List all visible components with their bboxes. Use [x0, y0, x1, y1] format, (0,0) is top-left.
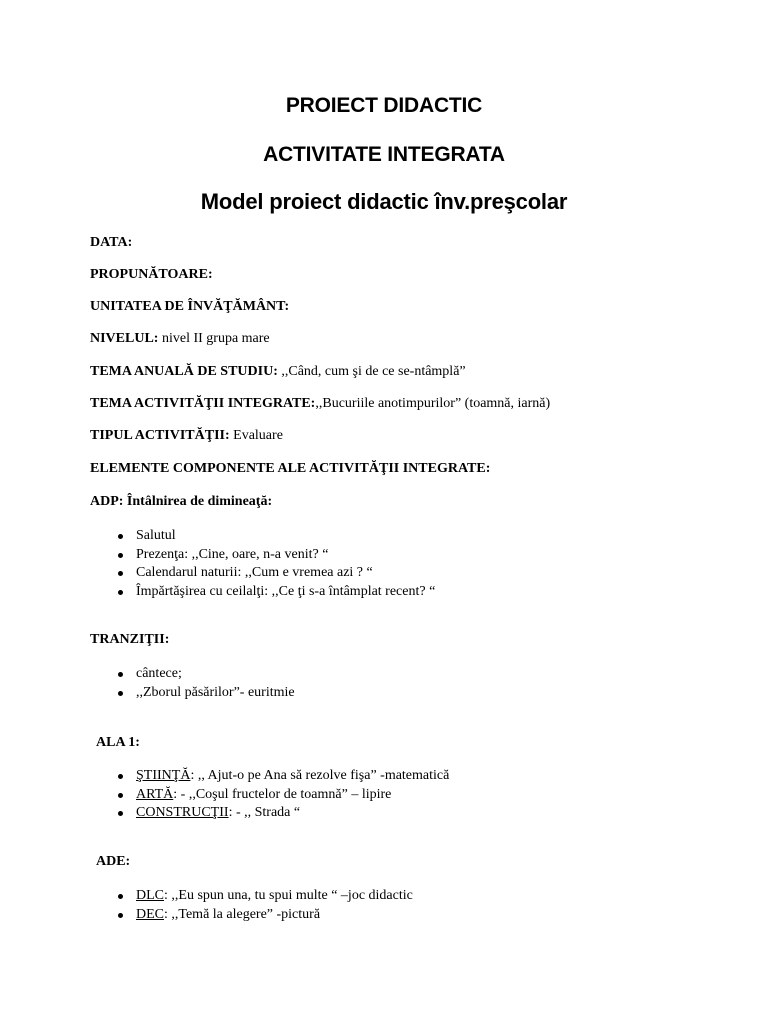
field-tema-activitatii-label: TEMA ACTIVITĂŢII INTEGRATE: — [90, 396, 316, 411]
list-item: DLC: ,,Eu spun una, tu spui multe “ –joc didactic — [90, 887, 413, 906]
bullet-icon — [118, 553, 123, 558]
list-item: ARTĂ: - ,,Coşul fructelor de toamnă” – lipire — [90, 786, 449, 805]
bullet-icon — [118, 894, 123, 899]
bullet-icon — [118, 913, 123, 918]
ala-label: ALA 1: — [96, 735, 140, 750]
field-nivelul — [90, 330, 270, 348]
list-item: ŞTIINŢĂ: ,, Ajut-o pe Ana să rezolve fişa” -matematică — [90, 767, 449, 786]
tranzitii-heading — [90, 631, 169, 649]
tranzitii-label: TRANZIŢII: — [90, 632, 170, 647]
field-elemente — [90, 460, 490, 478]
ade-heading — [96, 853, 130, 871]
bullet-icon — [118, 590, 123, 595]
document-subtitle: ACTIVITATE INTEGRATA — [263, 143, 505, 166]
bullet-icon — [118, 793, 123, 798]
bullet-icon — [118, 672, 123, 677]
field-data-label: DATA: — [90, 235, 133, 250]
list-item: Calendarul naturii: ,,Cum e vremea azi ? “ — [90, 564, 435, 583]
bullet-icon — [118, 534, 123, 539]
list-item: cântece; — [90, 665, 295, 684]
ala-area-constructii: CONSTRUCŢII — [136, 805, 229, 820]
ala-area-arta: ARTĂ — [136, 786, 174, 802]
field-propunatoare-label: PROPUNĂTOARE: — [90, 267, 213, 282]
field-propunatoare — [90, 266, 213, 284]
ade-label: ADE: — [96, 854, 131, 869]
ala-area-stiinta: ŞTIINŢĂ — [136, 768, 191, 783]
field-unitatea-label: UNITATEA DE ÎNVĂŢĂMÂNT: — [90, 299, 290, 314]
field-elemente-label: ELEMENTE COMPONENTE ALE ACTIVITĂŢII INTEGRATE: — [90, 461, 491, 476]
ade-area-dlc: DLC — [136, 888, 164, 903]
field-tema-anuala-label: TEMA ANUALĂ DE STUDIU: — [90, 364, 278, 379]
field-tema-anuala — [90, 363, 466, 381]
bullet-icon — [118, 571, 123, 576]
list-item: CONSTRUCŢII: - ,, Strada “ — [90, 804, 449, 823]
adp-list — [90, 527, 435, 601]
list-item: ,,Zborul păsărilor”- euritmie — [90, 684, 295, 703]
list-item: Prezenţa: ,,Cine, oare, n-a venit? “ — [90, 546, 435, 565]
bullet-icon — [118, 774, 123, 779]
list-item: DEC: ,,Temă la alegere” -pictură — [90, 906, 413, 925]
ade-area-dec: DEC — [136, 906, 164, 922]
field-tema-activitatii-value: ,,Bucuriile anotimpurilor” (toamnă, iarnă) — [315, 396, 551, 411]
adp-label: ADP: Întâlnirea de dimineaţă: — [90, 494, 273, 509]
list-item: Salutul — [90, 527, 435, 546]
field-unitatea — [90, 298, 289, 316]
field-nivelul-label: NIVELUL: — [90, 331, 159, 346]
field-tipul — [90, 427, 283, 445]
tranzitii-list — [90, 665, 295, 702]
field-tipul-label: TIPUL ACTIVITĂŢII: — [90, 428, 230, 443]
document-title: PROIECT DIDACTIC — [285, 94, 483, 117]
field-nivelul-value: nivel II grupa mare — [158, 331, 270, 346]
field-tipul-value: Evaluare — [229, 428, 283, 443]
ala-heading — [96, 734, 140, 752]
bullet-icon — [118, 811, 123, 816]
bullet-icon — [118, 691, 123, 696]
list-item: Împărtăşirea cu ceilalţi: ,,Ce ţi s-a întâmplat recent? “ — [90, 583, 435, 602]
field-tema-anuala-value: ,,Când, cum şi de ce se-ntâmplă” — [277, 364, 466, 379]
ade-list — [90, 887, 413, 924]
ala-list — [90, 767, 449, 823]
field-data — [90, 234, 132, 252]
document-heading: Model proiect didactic înv.preşcolar — [200, 189, 568, 214]
field-tema-activitatii — [90, 395, 550, 413]
adp-heading — [90, 493, 272, 511]
